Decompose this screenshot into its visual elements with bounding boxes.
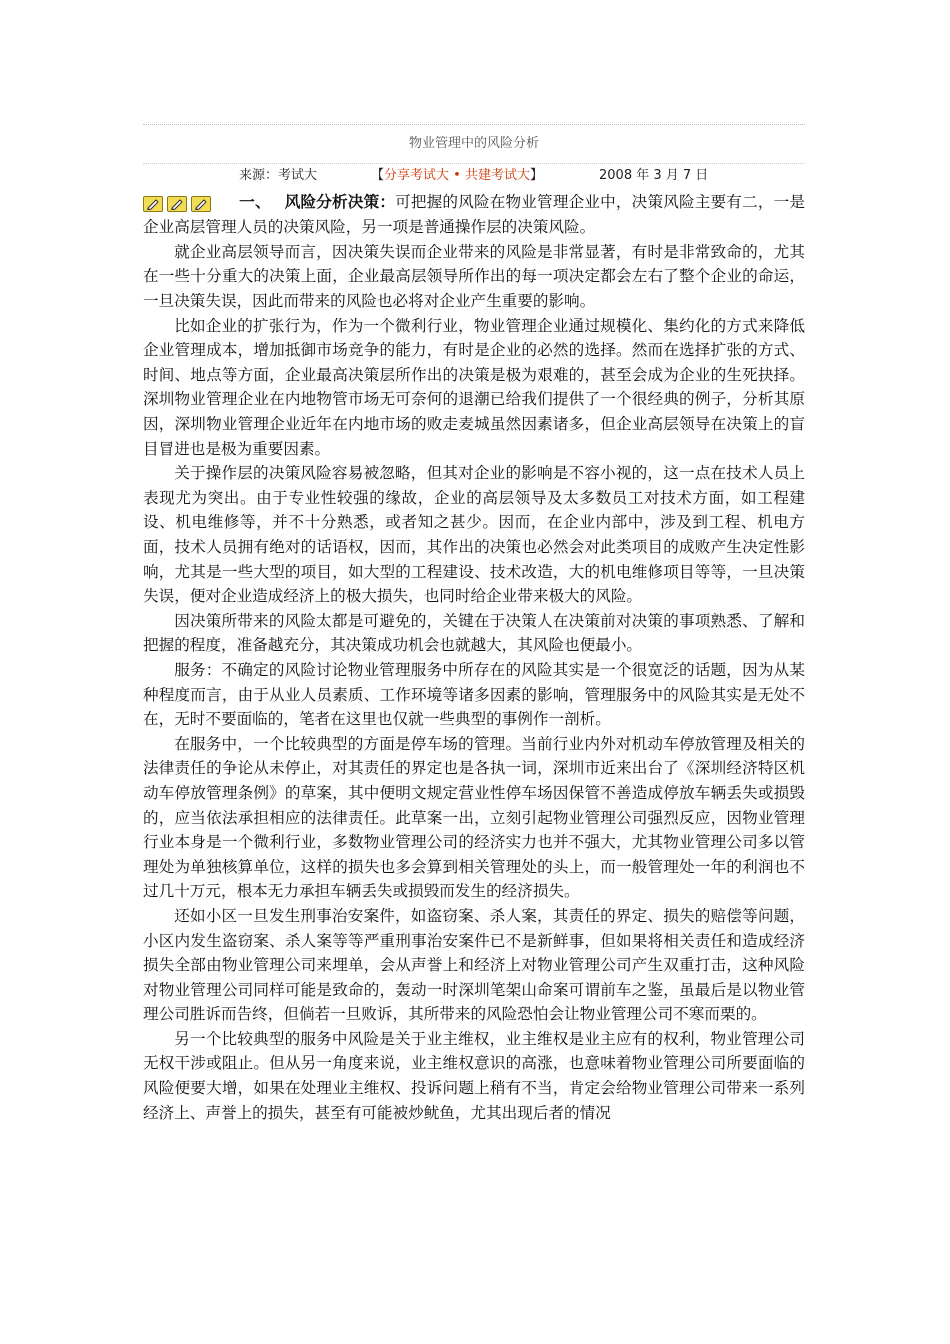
slogan-bracket-close: 】 (529, 168, 543, 183)
slogan-link[interactable] (371, 164, 543, 188)
article (143, 124, 805, 1125)
body-paragraph: 在服务中，一个比较典型的方面是停车场的管理。当前行业内外对机动车停放管理及相关的法律责任的争论从未停止，对其责任的界定也是各执一词，深圳市近来出台了《深圳经济特区机动车停放管理条例》的草案，其中便明文规定营业性停车场因保管不善造成停放车辆丢失或损毁的，应当依法承担相应的法律责任。此草案一出，立刻引起物业管理公司强烈反应，因物业管理行业本身是一个微利行业，多数物业管理公司的经济实力也并不强大，尤其物业管理公司多以管理处为单独核算单位，这样的损失也多会算到相关管理处的头上，而一般管理处一年的利润也不过几十万元，根本无力承担车辆丢失或损毁而发生的经济损失。 (143, 734, 805, 901)
section-intro-text: 可把握的风险在物业管理企业中，决策风险主要有二，一是企业高层管理人员的决策风险，另一项是普通操作层的决策风险。 (143, 193, 805, 237)
article-title: 物业管理中的风险分析 (408, 136, 539, 151)
pencil-icon (167, 196, 187, 212)
top-divider (143, 124, 805, 125)
section-number: 一、 (239, 192, 271, 211)
article-body (143, 190, 805, 1125)
section-intro-paragraph (143, 190, 805, 240)
pencil-icon (143, 196, 163, 212)
icon-group (143, 191, 215, 216)
source-label: 来源：考试大 (239, 168, 318, 183)
body-paragraph: 因决策所带来的风险太都是可避免的，关键在于决策人在决策前对决策的事项熟悉、了解和把握的程度，准备越充分，其决策成功机会也就越大，其风险也便最小。 (143, 611, 805, 655)
slogan-text: 分享考试大 • 共建考试大 (384, 168, 530, 183)
pencil-icon (191, 196, 211, 212)
slogan-bracket-open: 【 (371, 168, 385, 183)
body-paragraph: 另一个比较典型的服务中风险是关于业主维权，业主维权是业主应有的权利，物业管理公司无权干涉或阻止。但从另一角度来说，业主维权意识的高涨，也意味着物业管理公司所要面临的风险便要大增，如果在处理业主维权、投诉问题上稍有不当，肯定会给物业管理公司带来一系列经济上、声誉上的损失，甚至有可能被炒鱿鱼，尤其出现后者的情况 (143, 1029, 805, 1122)
body-paragraph: 服务：不确定的风险讨论物业管理服务中所存在的风险其实是一个很宽泛的话题，因为从某种程度而言，由于从业人员素质、工作环境等诸多因素的影响，管理服务中的风险其实是无处不在，无时不要面临的，笔者在这里也仅就一些典型的事例作一剖析。 (143, 660, 805, 729)
publish-date: 2008 年 3 月 7 日 (599, 168, 709, 183)
section-heading: 风险分析决策： (284, 192, 396, 211)
body-paragraph: 关于操作层的决策风险容易被忽略，但其对企业的影响是不容小视的，这一点在技术人员上表现尤为突出。由于专业性较强的缘故，企业的高层领导及太多数员工对技术方面，如工程建设、机电维修等，并不十分熟悉，或者知之甚少。因而，在企业内部中，涉及到工程、机电方面，技术人员拥有绝对的话语权，因而，其作出的决策也必然会对此类项目的成败产生决定性影响，尤其是一些大型的项目，如大型的工程建设、技术改造，大的机电维修项目等等，一旦决策失误，便对企业造成经济上的极大损失，也同时给企业带来极大的风险。 (143, 464, 805, 606)
article-meta (143, 163, 805, 188)
body-paragraph: 比如企业的扩张行为，作为一个微利行业，物业管理企业通过规模化、集约化的方式来降低企业管理成本，增加抵御市场竞争的能力，有时是企业的必然的选择。然而在选择扩张的方式、时间、地点等方面，企业最高决策层所作出的决策是极为艰难的，甚至会成为企业的生死抉择。深圳物业管理企业在内地物管市场无可奈何的退潮已给我们提供了一个很经典的例子，分析其原因，深圳物业管理企业近年在内地市场的败走麦城虽然因素诸多，但企业高层领导在决策上的盲目冒进也是极为重要因素。 (143, 316, 805, 458)
body-paragraph: 还如小区一旦发生刑事治安案件，如盗窃案、杀人案，其责任的界定、损失的赔偿等问题，小区内发生盗窃案、杀人案等等严重刑事治安案件已不是新鲜事，但如果将相关责任和造成经济损失全部由物业管理公司来埋单，会从声誉上和经济上对物业管理公司产生双重打击，这种风险对物业管理公司同样可能是致命的，轰动一时深圳笔架山命案可谓前车之鉴，虽最后是以物业管理公司胜诉而告终，但倘若一旦败诉，其所带来的风险恐怕会让物业管理公司不寒而栗的。 (143, 906, 805, 1024)
body-paragraph: 就企业高层领导而言，因决策失误而企业带来的风险是非常显著，有时是非常致命的，尤其在一些十分重大的决策上面，企业最高层领导所作出的每一项决定都会左右了整个企业的命运，一旦决策失误，因此而带来的风险也必将对企业产生重要的影响。 (143, 242, 805, 311)
